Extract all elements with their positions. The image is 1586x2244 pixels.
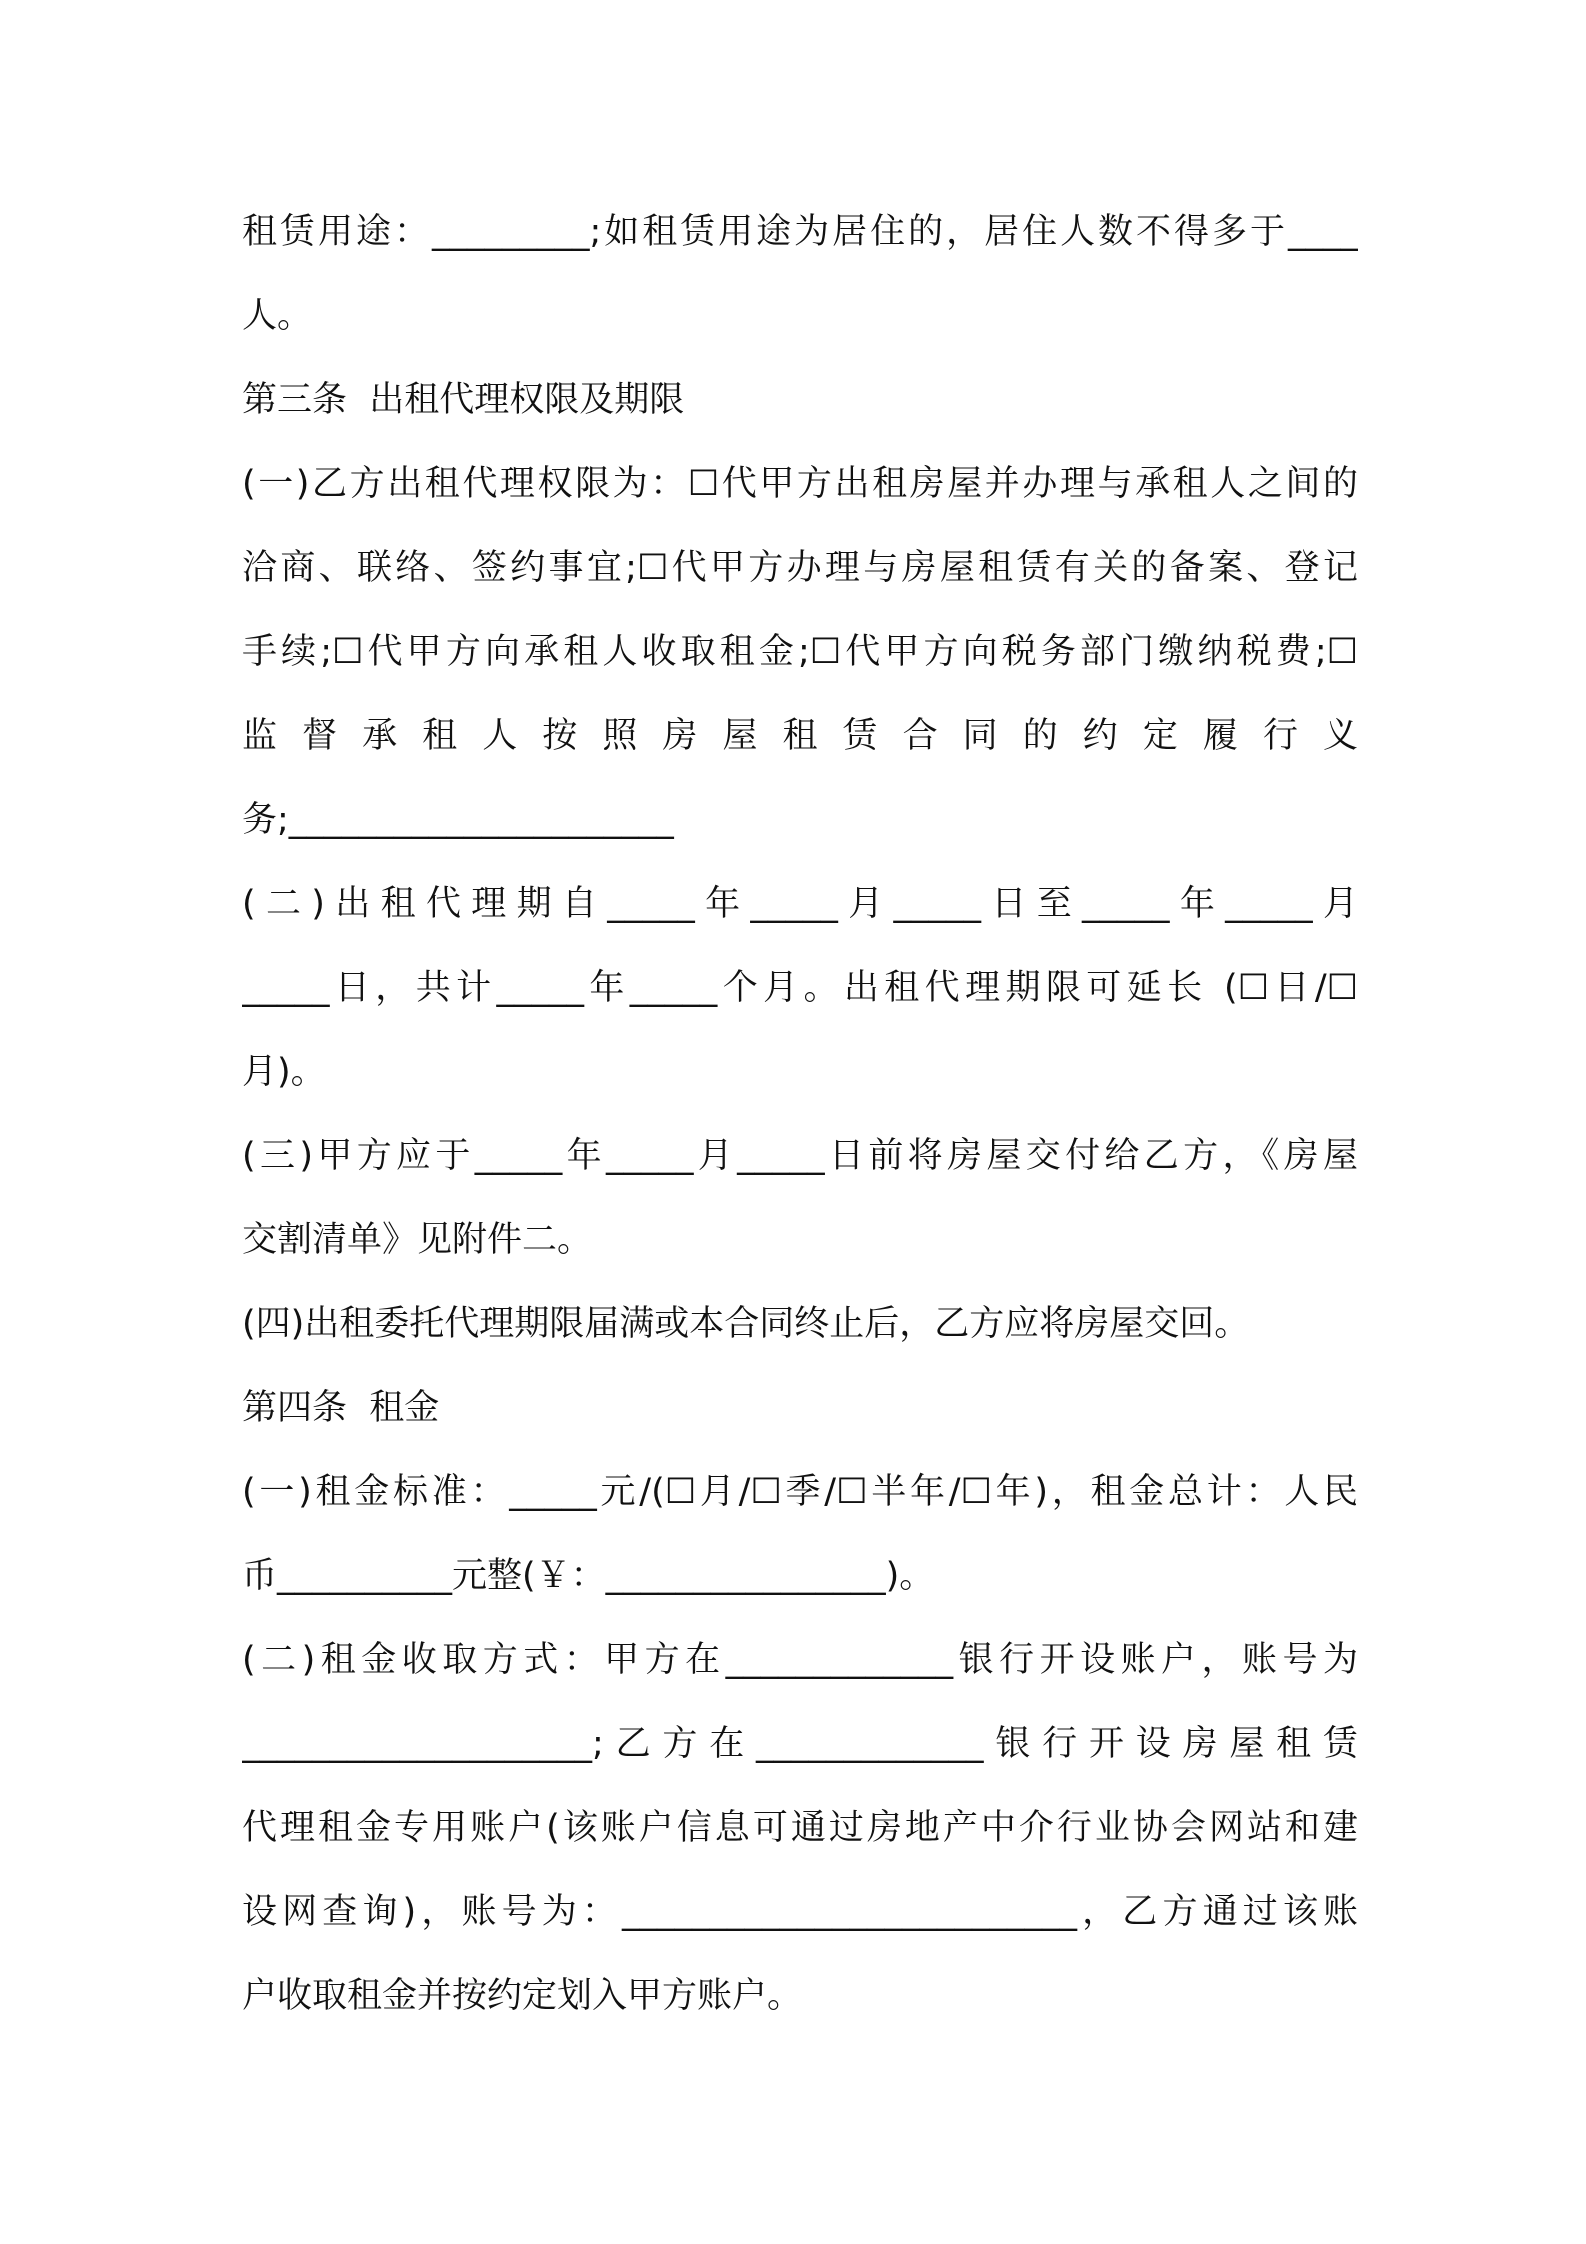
text-line-3-1c: 手续;☐代甲方向承租人收取租金;☐代甲方向税务部门缴纳税费;☐: [242, 632, 1358, 672]
text-line-usage: 租赁用途：_________;如租赁用途为居住的，居住人数不得多于____: [242, 212, 1358, 252]
text-line-4-2c: 代理租金专用账户(该账户信息可通过房地产中介行业协会网站和建: [242, 1808, 1358, 1848]
text-line-4-1a: (一)租金标准：_____元/(☐月/☐季/☐半年/☐年)，租金总计：人民: [242, 1472, 1358, 1512]
text-line-3-2b: _____日，共计_____年_____个月。出租代理期限可延长 (☐日/☐: [242, 968, 1358, 1008]
article-4-heading: 第四条 租金: [242, 1388, 440, 1428]
text-line-3-1d: 监 督 承 租 人 按 照 房 屋 租 赁 合 同 的 约 定 履 行 义: [242, 716, 1358, 756]
text-line-3-1b: 洽商、联络、签约事宜;☐代甲方办理与房屋租赁有关的备案、登记: [242, 548, 1358, 588]
text-line-3-1a: (一)乙方出租代理权限为：☐代甲方出租房屋并办理与承租人之间的: [242, 464, 1358, 504]
text-line-3-2c: 月)。: [242, 1052, 326, 1092]
text-line-4-2b: ____________________;乙方在_____________银行开设房屋租赁: [242, 1724, 1358, 1764]
text-line-3-3a: (三)甲方应于_____年_____月_____日前将房屋交付给乙方，《房屋: [242, 1136, 1358, 1176]
text-line-usage-cont: 人。: [242, 296, 313, 336]
text-line-4-2d: 设网查询)，账号为：__________________________，乙方通过该账: [242, 1892, 1358, 1932]
text-line-3-4: (四)出租委托代理期限届满或本合同终止后，乙方应将房屋交回。: [242, 1304, 1250, 1344]
text-line-4-2e: 户收取租金并按约定划入甲方账户。: [242, 1976, 803, 2016]
text-line-4-2a: (二)租金收取方式：甲方在_____________银行开设账户，账号为: [242, 1640, 1358, 1680]
text-line-3-1e: 务;______________________: [242, 800, 674, 840]
text-line-3-3b: 交割清单》见附件二。: [242, 1220, 593, 1260]
article-3-heading: 第三条 出租代理权限及期限: [242, 380, 685, 420]
text-line-3-2a: (二)出租代理期自_____年_____月_____日至_____年_____月: [242, 884, 1358, 924]
text-line-4-1b: 币__________元整(￥：________________)。: [242, 1556, 935, 1596]
